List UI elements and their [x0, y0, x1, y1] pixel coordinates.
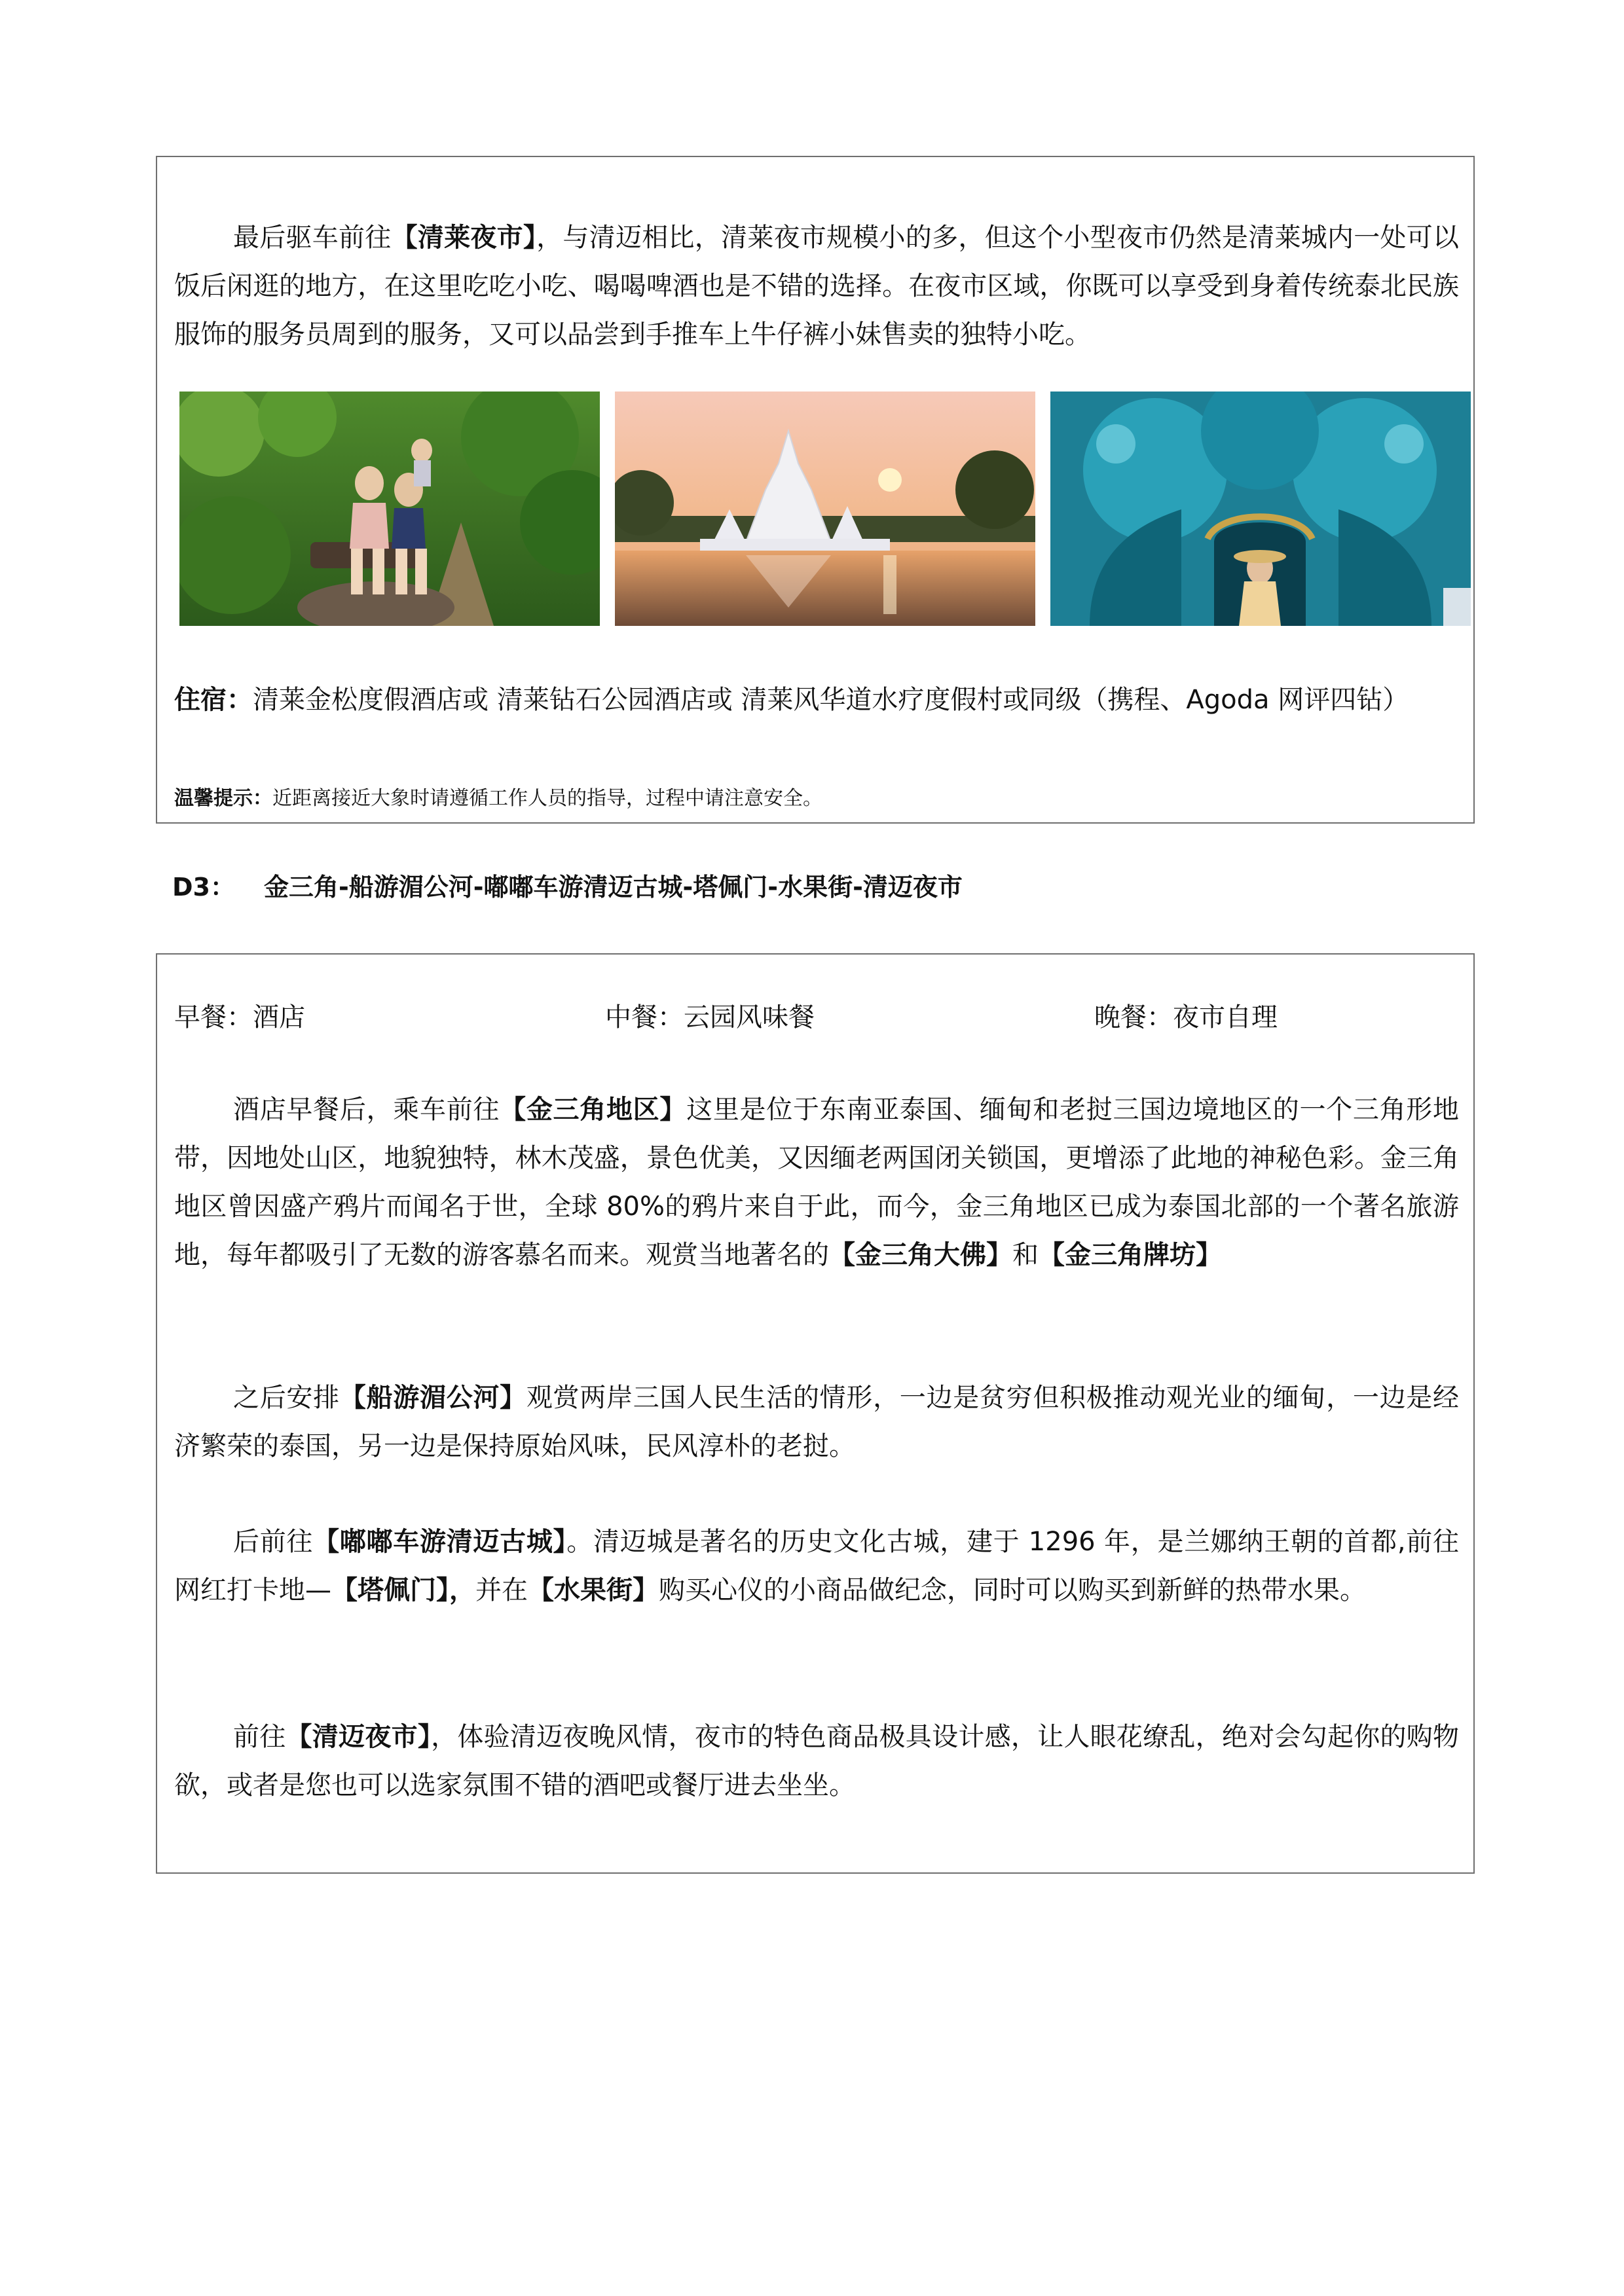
paragraph-text: 和: [1012, 1240, 1039, 1270]
paragraph-text: 前往: [233, 1722, 286, 1752]
highlight-chiang-mai-night-market: 【清迈夜市】: [286, 1722, 432, 1752]
paragraph-text: 这里是位于东南亚泰国、缅甸和老挝三国边境地区的一个三角形地带，因地处山区，地貌独特，林木茂盛，景色优美，又因缅老两国闭关锁国，更增添了此地的神秘色彩。金三角地区曾因盛产鸦片而闻名于世，全球 80%的鸦片来自于此，而今，金三角地区已成为泰国北部的一个著名旅游地，每年都吸引了无数的游客慕名而来。观赏当地著名的: [174, 1095, 1460, 1270]
day-code: D3：: [172, 873, 235, 902]
paragraph-text: 观赏两岸三国人民生活的情形，一边是贫穷但积极推动观光业的缅甸，一边是经济繁荣的泰国，另一边是保持原始风味，民风淳朴的老挝。: [174, 1383, 1460, 1461]
white-temple-photo: [615, 392, 1035, 626]
day2-content-box: [156, 156, 1475, 824]
paragraph-text: 。清迈城是著名的历史文化古城，建于 1296 年，是兰娜纳王朝的首都,前往网红打卡地—: [174, 1527, 1459, 1605]
paragraph-text: 购买心仪的小商品做纪念，同时可以购买到新鲜的热带水果。: [659, 1575, 1366, 1605]
highlight-fruit-street: 【水果街】: [528, 1575, 659, 1605]
paragraph-text: 后前往: [233, 1527, 314, 1557]
highlight-golden-buddha: 【金三角大佛】: [829, 1240, 1012, 1270]
highlight-tha-phae-gate: 【塔佩门】，: [331, 1575, 475, 1605]
elephant-ride-photo: [179, 392, 600, 626]
day-title: [172, 871, 963, 903]
paragraph-text: 之后安排: [233, 1383, 340, 1413]
highlight-golden-triangle: 【金三角地区】: [500, 1095, 687, 1125]
hotel-info: [174, 676, 1459, 724]
blue-temple-photo: [1050, 392, 1471, 626]
chiang-mai-night-market-paragraph: [174, 1713, 1459, 1810]
mekong-paragraph: [174, 1374, 1459, 1470]
paragraph-text: 最后驱车前往: [233, 223, 392, 253]
highlight-mekong-boat: 【船游湄公河】: [339, 1383, 526, 1413]
highlight-chiang-rai-night-market: 【清莱夜市】: [391, 223, 537, 253]
paragraph-text: ，与清迈相比，清莱夜市规模小的多，但这个小型夜市仍然是清莱城内一处可以饭后闲逛的地方，在这里吃吃小吃、喝喝啤酒也是不错的选择。在夜市区域，你既可以享受到身着传统泰北民族服饰的服务员周到的服务，又可以品尝到手推车上牛仔裤小妹售卖的独特小吃。: [174, 223, 1460, 350]
hotel-text: 清莱金松度假酒店或 清莱钻石公园酒店或 清莱风华道水疗度假村或同级（携程、Agoda 网评四钻）: [253, 685, 1409, 715]
warm-tip: [174, 786, 822, 812]
paragraph-text: 并在: [475, 1575, 528, 1605]
tip-text: 近距离接近大象时请遵循工作人员的指导，过程中请注意安全。: [272, 787, 822, 810]
meal-lunch: 中餐：云园风味餐: [605, 1002, 815, 1032]
paragraph-text: 酒店早餐后，乘车前往: [233, 1095, 500, 1125]
day-route: 金三角-船游湄公河-嘟嘟车游清迈古城-塔佩门-水果街-清迈夜市: [263, 873, 963, 902]
tip-label: 温馨提示：: [174, 787, 272, 810]
golden-triangle-paragraph: [174, 1085, 1459, 1279]
highlight-golden-archway: 【金三角牌坊】: [1039, 1240, 1222, 1270]
highlight-tuktuk-old-city: 【嘟嘟车游清迈古城】: [313, 1527, 567, 1557]
paragraph-text: ，体验清迈夜晚风情，夜市的特色商品极具设计感，让人眼花缭乱，绝对会勾起你的购物欲，或者是您也可以选家氛围不错的酒吧或餐厅进去坐坐。: [174, 1722, 1460, 1800]
meal-dinner: 晚餐：夜市自理: [1094, 1002, 1278, 1032]
meal-breakfast: 早餐：酒店: [174, 1002, 305, 1032]
hotel-label: 住宿：: [174, 685, 253, 715]
photo-row: [179, 392, 1472, 626]
day3-content-box: [156, 953, 1475, 1874]
night-market-paragraph: [174, 213, 1459, 359]
old-city-paragraph: [174, 1518, 1459, 1614]
